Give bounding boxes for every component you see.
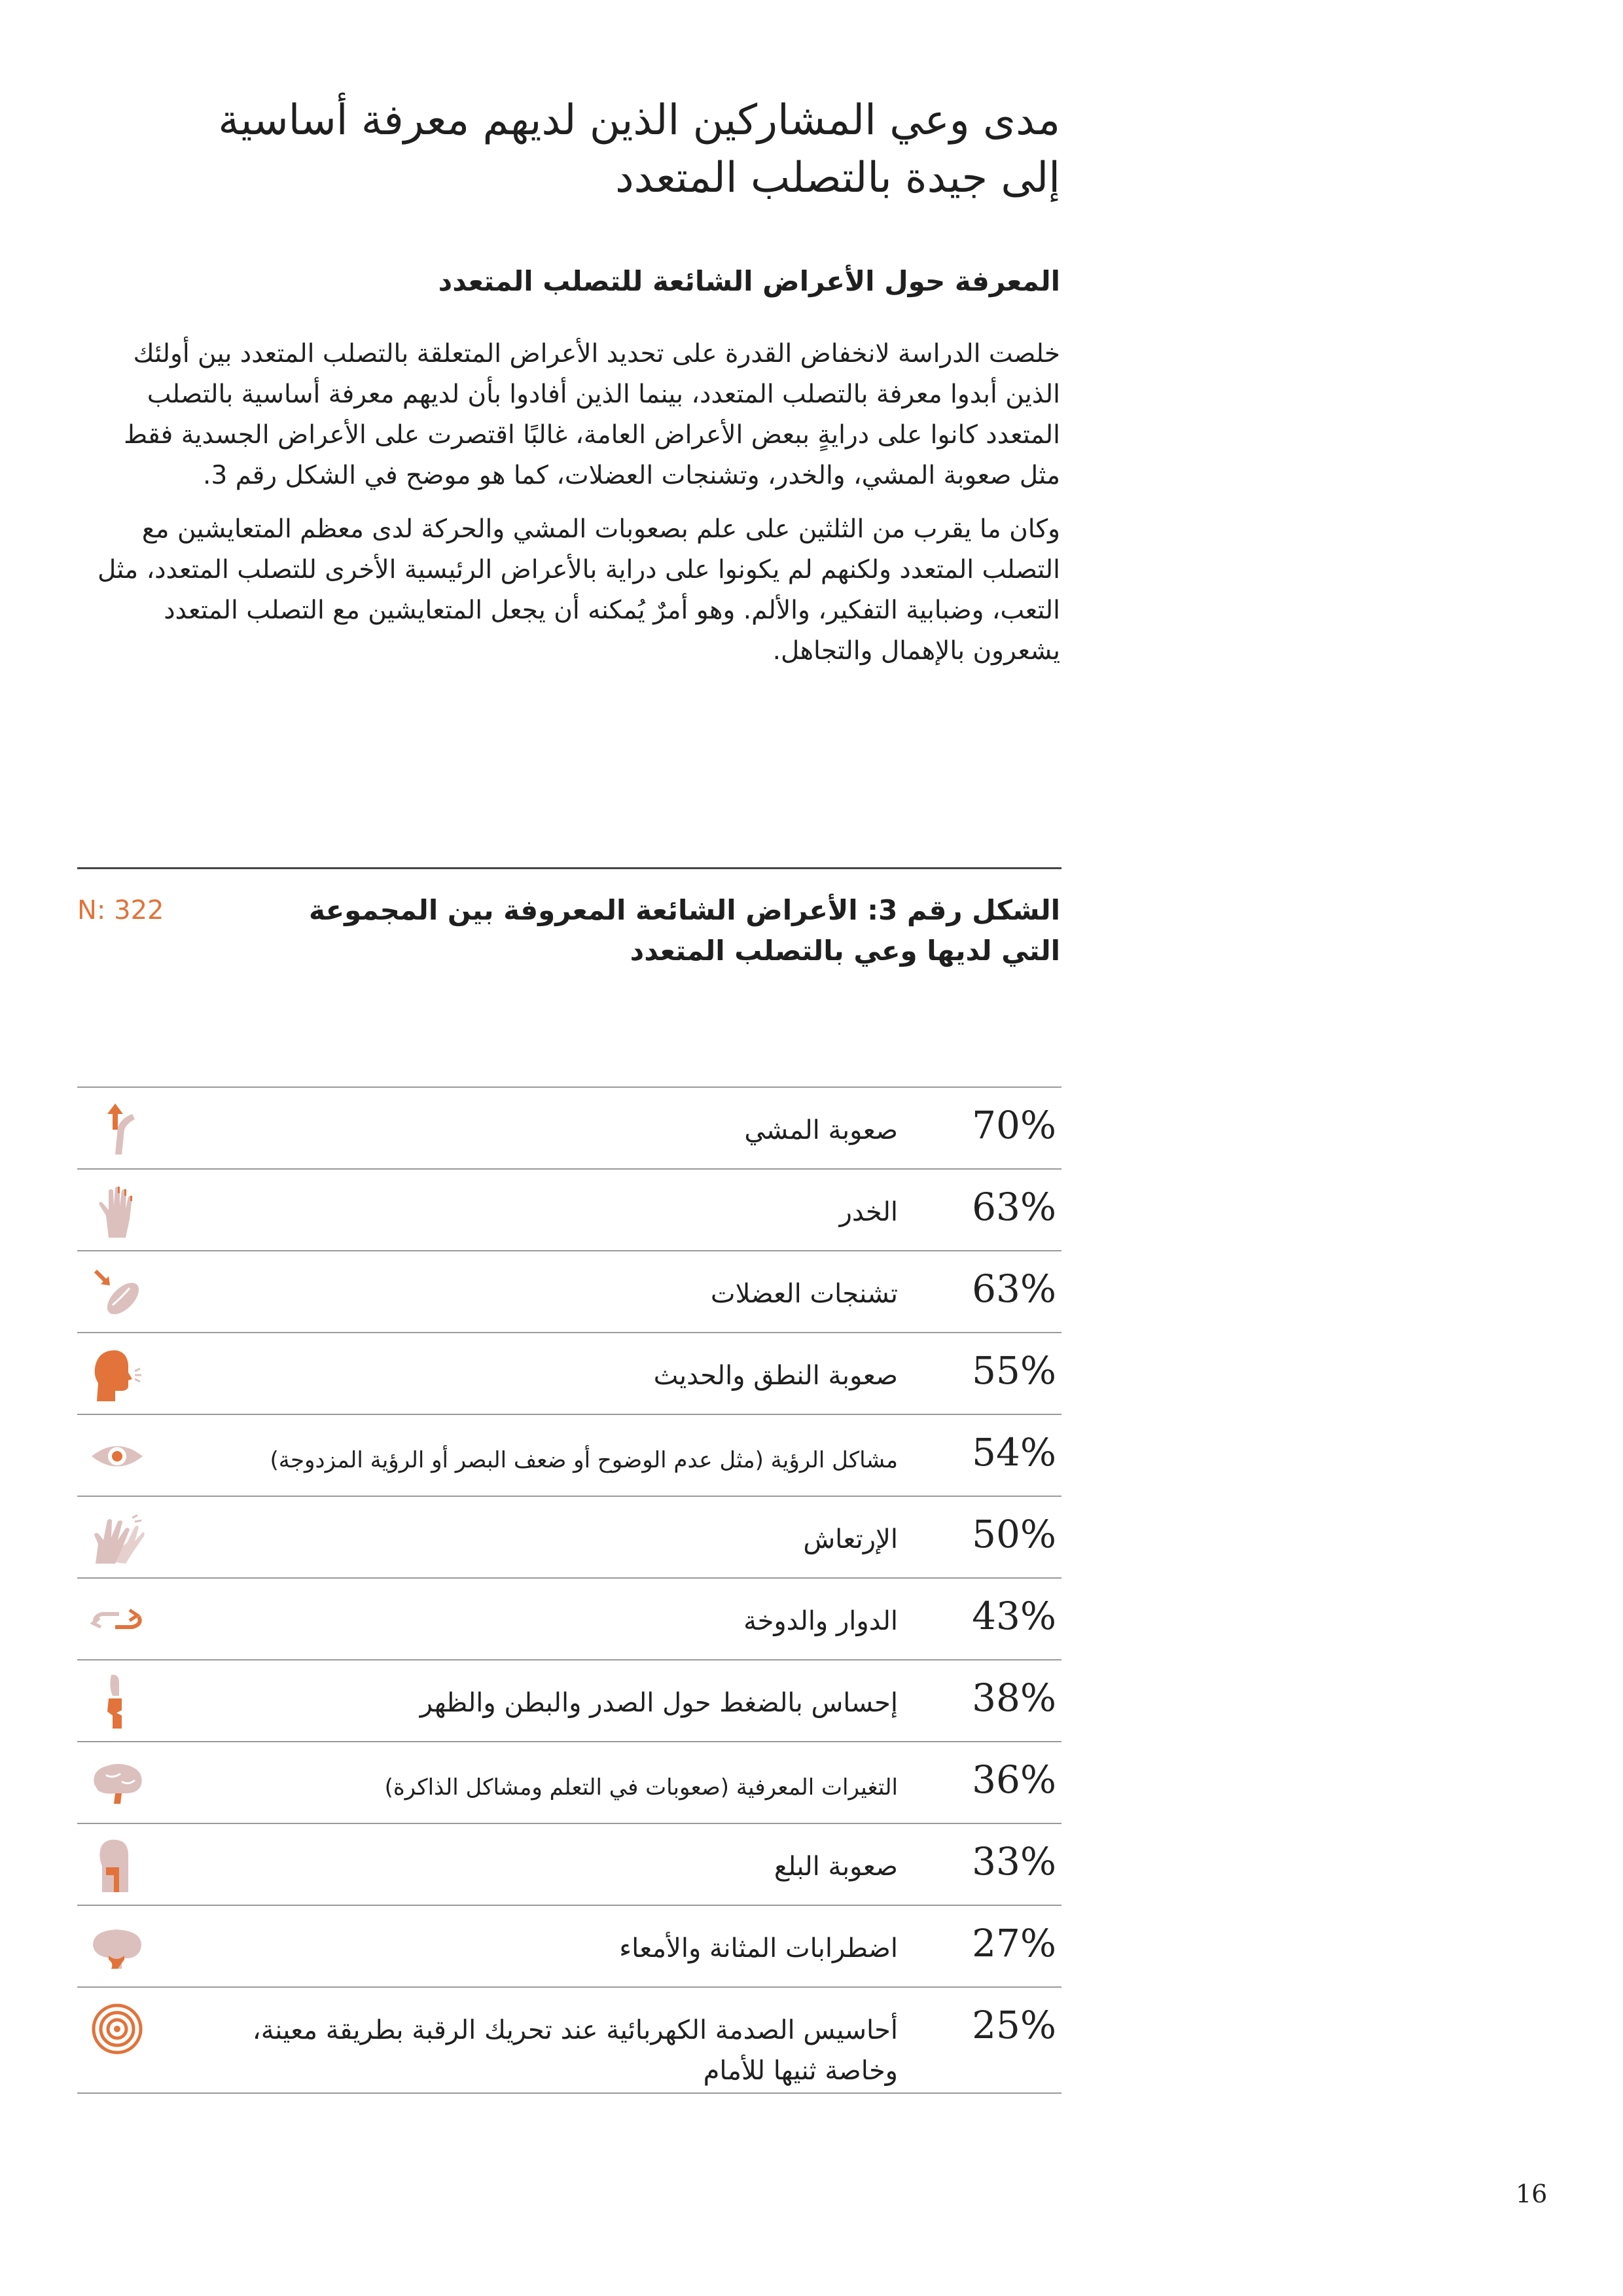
table-row (77, 1170, 1061, 1251)
row-label: مشاكل الرؤية (مثل عدم الوضوح أو ضعف البصر أو الرؤية المزدوجة) (270, 1447, 898, 1473)
row-label: الخدر (839, 1197, 898, 1227)
row-percent: 33% (972, 1839, 1056, 1884)
table-row (77, 1497, 1061, 1579)
row-label: إحساس بالضغط حول الصدر والبطن والظهر (419, 1688, 898, 1718)
row-label: صعوبة البلع (774, 1852, 898, 1882)
table-row (77, 1660, 1061, 1742)
row-percent: 63% (972, 1185, 1056, 1229)
symptom-table (77, 1086, 1061, 2094)
row-label: أحاسيس الصدمة الكهربائية عند تحريك الرقبة بطريقة معينة، وخاصة ثنيها للأمام (252, 2015, 898, 2086)
row-percent: 43% (972, 1594, 1056, 1638)
muscle-icon (89, 1265, 145, 1321)
torso-icon (89, 1674, 145, 1730)
paragraph-2: وكان ما يقرب من الثلثين على علم بصعوبات المشي والحركة لدى معظم المتعايشين مع التصلب المتعدد ولكنهم لم يكونوا على دراية بالأعراض الرئيسية الأخرى للتصلب المتعدد، مثل التعب، وضبابية التفكير، والألم. وهو أمرٌ يُمكنه أن يجعل المتعايشين مع التصلب المتعدد يشعرون بالإهمال والتجاهل. (98, 514, 1060, 666)
throat-icon (89, 1837, 145, 1893)
section-heading: المعرفة حول الأعراض الشائعة للتصلب المتعدد (438, 265, 1060, 297)
table-row (77, 1742, 1061, 1824)
eye-icon (89, 1428, 145, 1484)
table-row (77, 1988, 1061, 2094)
hand-numbness-icon (89, 1183, 145, 1239)
row-percent: 55% (972, 1348, 1056, 1393)
row-percent: 27% (972, 1921, 1056, 1965)
row-percent: 54% (972, 1430, 1056, 1475)
row-label: صعوبة المشي (744, 1115, 898, 1145)
row-percent: 38% (972, 1676, 1056, 1720)
row-label: صعوبة النطق والحديث (653, 1361, 898, 1391)
table-row (77, 1251, 1061, 1333)
paragraph-1: خلصت الدراسة لانخفاض القدرة على تحديد الأعراض المتعلقة بالتصلب المتعدد بين أولئك الذين أبدوا معرفة بالتصلب المتعدد، بينما الذين أفادوا بأن لديهم معرفة أساسية بالتصلب المتعدد كانوا على درايةٍ ببعض الأعراض العامة، غالبًا اقتصرت على الأعراض الجسدية فقط مثل صعوبة المشي، والخدر، وتشنجات العضلات، كما هو موضح في الشكل رقم 3. (123, 339, 1060, 490)
table-row (77, 1088, 1061, 1170)
speech-icon (89, 1346, 145, 1403)
brain-icon (89, 1755, 145, 1812)
table-row (77, 1906, 1061, 1988)
walking-icon (89, 1101, 145, 1157)
page-number: 16 (1516, 2179, 1548, 2208)
shock-icon (89, 2001, 145, 2057)
table-row (77, 1333, 1061, 1415)
row-label: الدوار والدوخة (743, 1606, 898, 1636)
row-label: تشنجات العضلات (710, 1279, 898, 1309)
page-title: مدى وعي المشاركين الذين لديهم معرفة أساسية إلى جيدة بالتصلب المتعدد (218, 96, 1060, 202)
row-percent: 25% (972, 2003, 1056, 2047)
figure-divider (77, 867, 1061, 869)
row-percent: 70% (972, 1103, 1056, 1147)
row-label: الإرتعاش (803, 1524, 898, 1554)
row-label: اضطرابات المثانة والأمعاء (619, 1933, 898, 1964)
table-row (77, 1824, 1061, 1906)
row-percent: 63% (972, 1266, 1056, 1311)
row-label: التغيرات المعرفية (صعوبات في التعلم ومشاكل الذاكرة) (384, 1774, 898, 1801)
body-text (79, 334, 1060, 685)
tremor-hands-icon (89, 1510, 145, 1566)
table-row (77, 1415, 1061, 1497)
row-percent: 50% (972, 1512, 1056, 1556)
sample-size-label: N: 322 (77, 895, 164, 925)
bladder-icon (89, 1919, 145, 1975)
table-row (77, 1579, 1061, 1660)
dizziness-arrows-icon (89, 1592, 145, 1648)
figure-title: الشكل رقم 3: الأعراض الشائعة المعروفة بين المجموعة التي لديها وعي بالتصلب المتعدد (308, 894, 1060, 967)
row-percent: 36% (972, 1757, 1056, 1802)
